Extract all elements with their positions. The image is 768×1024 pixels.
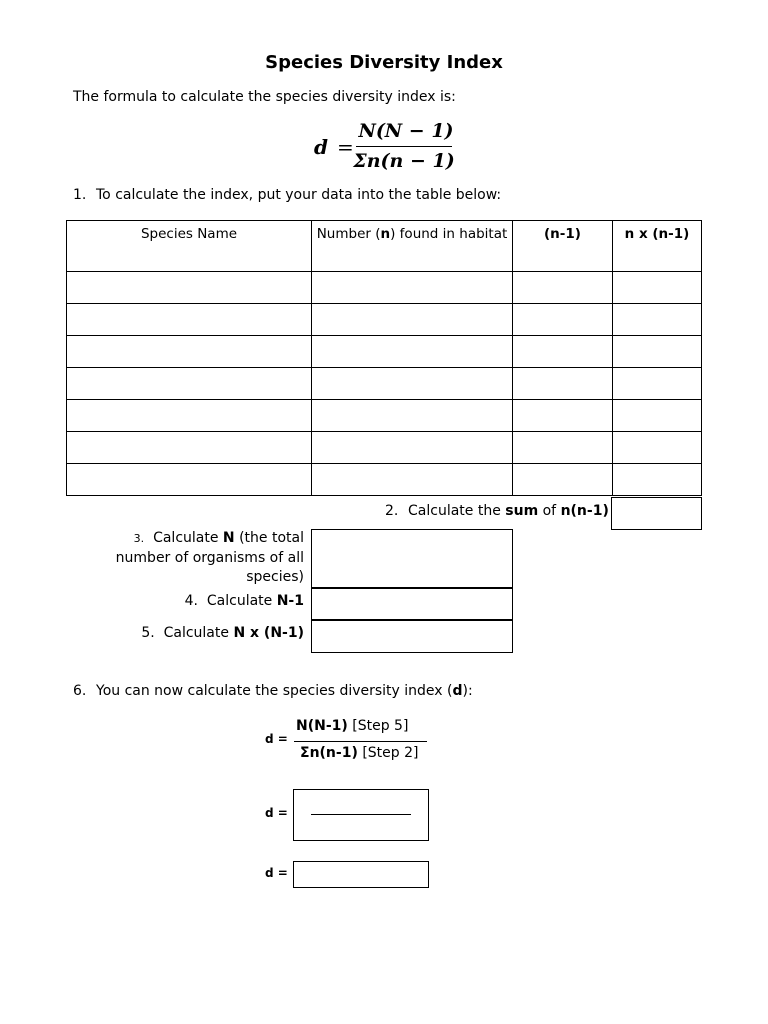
header-number-n: n bbox=[380, 226, 391, 242]
fraction-d-label: d = bbox=[265, 732, 288, 746]
step-2-sum-word: sum bbox=[505, 503, 539, 519]
formula-equals: = bbox=[337, 135, 354, 159]
step-3-number: 3. bbox=[133, 532, 145, 545]
n-minus-1-cell[interactable] bbox=[513, 368, 613, 400]
species-name-cell[interactable] bbox=[67, 464, 312, 496]
number-cell[interactable] bbox=[312, 432, 513, 464]
step-3 bbox=[110, 529, 304, 588]
fraction-bar bbox=[294, 741, 427, 742]
step-1-number: 1. bbox=[73, 187, 87, 203]
n-minus-1-cell[interactable] bbox=[513, 272, 613, 304]
n-minus-1-cell[interactable] bbox=[513, 464, 613, 496]
formula-fraction-bar bbox=[356, 146, 452, 147]
answer-fraction-box[interactable] bbox=[293, 789, 429, 841]
step-2 bbox=[385, 503, 609, 519]
step-2-text-pre: Calculate the bbox=[408, 503, 501, 519]
step-4 bbox=[110, 593, 304, 609]
step-1-text: To calculate the index, put your data into the table below: bbox=[96, 187, 502, 203]
total-n-box[interactable] bbox=[311, 529, 513, 589]
number-cell[interactable] bbox=[312, 336, 513, 368]
step-2-text-mid: of bbox=[542, 503, 557, 519]
page-title: Species Diversity Index bbox=[265, 52, 503, 73]
species-name-cell[interactable] bbox=[67, 304, 312, 336]
n-times-cell[interactable] bbox=[613, 272, 702, 304]
species-name-cell[interactable] bbox=[67, 400, 312, 432]
formula-denominator: Σn(n − 1) bbox=[353, 150, 455, 172]
number-cell[interactable] bbox=[312, 368, 513, 400]
n-minus-1-cell[interactable] bbox=[513, 400, 613, 432]
species-name-cell[interactable] bbox=[67, 272, 312, 304]
step-4-var: N-1 bbox=[276, 593, 304, 609]
n-minus-1-cell[interactable] bbox=[513, 304, 613, 336]
fraction-num-step: [Step 5] bbox=[352, 718, 409, 734]
answer-2-d-label: d = bbox=[265, 866, 288, 880]
number-cell[interactable] bbox=[312, 464, 513, 496]
step-6-var: d bbox=[452, 683, 463, 699]
step-4-text-pre: Calculate bbox=[206, 593, 273, 609]
header-n-times-n-minus-1: n x (n-1) bbox=[613, 221, 702, 272]
step-2-expr: n(n-1) bbox=[560, 503, 609, 519]
fraction-numerator bbox=[296, 718, 432, 734]
final-answer-box[interactable] bbox=[293, 861, 429, 888]
species-name-cell[interactable] bbox=[67, 368, 312, 400]
n-times-cell[interactable] bbox=[613, 400, 702, 432]
species-name-cell[interactable] bbox=[67, 432, 312, 464]
header-n-minus-1: (n-1) bbox=[513, 221, 613, 272]
header-number-pre: Number ( bbox=[316, 226, 381, 242]
step-3-text-post: (the total number of organisms of all species) bbox=[115, 530, 304, 585]
n-times-cell[interactable] bbox=[613, 368, 702, 400]
step-3-var: N bbox=[222, 530, 235, 546]
step-6-number: 6. bbox=[73, 683, 87, 699]
header-species-name: Species Name bbox=[67, 221, 312, 272]
step-5-var: N x (N-1) bbox=[233, 625, 304, 641]
table-row bbox=[67, 304, 702, 336]
step-4-number: 4. bbox=[184, 593, 198, 609]
n-minus-1-box[interactable] bbox=[311, 587, 513, 621]
number-cell[interactable] bbox=[312, 304, 513, 336]
answer-1-d-label: d = bbox=[265, 806, 288, 820]
n-times-n-minus-1-box[interactable] bbox=[311, 619, 513, 653]
data-table bbox=[66, 220, 702, 496]
n-times-cell[interactable] bbox=[613, 432, 702, 464]
step-6 bbox=[73, 683, 473, 699]
answer-fraction-line bbox=[311, 814, 411, 815]
formula-d: d bbox=[314, 135, 328, 159]
species-name-cell[interactable] bbox=[67, 336, 312, 368]
step-5-number: 5. bbox=[141, 625, 155, 641]
step-5-text-pre: Calculate bbox=[163, 625, 229, 641]
table-row bbox=[67, 400, 702, 432]
formula-numerator: N(N − 1) bbox=[358, 120, 454, 142]
step-6-text-pre: You can now calculate the species diversity index ( bbox=[96, 683, 453, 699]
table-row bbox=[67, 464, 702, 496]
fraction-num-bold: N(N-1) bbox=[296, 718, 348, 734]
table-row bbox=[67, 272, 702, 304]
n-times-cell[interactable] bbox=[613, 304, 702, 336]
step-5 bbox=[110, 625, 304, 641]
n-times-cell[interactable] bbox=[613, 464, 702, 496]
fraction-den-step: [Step 2] bbox=[362, 745, 419, 761]
n-minus-1-cell[interactable] bbox=[513, 336, 613, 368]
step-6-text-post: ): bbox=[462, 683, 473, 699]
number-cell[interactable] bbox=[312, 272, 513, 304]
n-times-cell[interactable] bbox=[613, 336, 702, 368]
table-row bbox=[67, 368, 702, 400]
step-3-text-pre: Calculate bbox=[153, 530, 219, 546]
table-row bbox=[67, 336, 702, 368]
fraction-den-bold: Σn(n-1) bbox=[300, 745, 358, 761]
step-1 bbox=[73, 187, 501, 203]
fraction-denominator bbox=[300, 745, 418, 761]
intro-text: The formula to calculate the species diversity index is: bbox=[73, 89, 456, 105]
header-number-found bbox=[312, 221, 513, 272]
number-cell[interactable] bbox=[312, 400, 513, 432]
step-2-number: 2. bbox=[385, 503, 399, 519]
table-row bbox=[67, 432, 702, 464]
header-number-post: ) found in habitat bbox=[390, 226, 508, 242]
table-header-row bbox=[67, 221, 702, 272]
n-minus-1-cell[interactable] bbox=[513, 432, 613, 464]
sum-answer-box[interactable] bbox=[611, 497, 702, 530]
